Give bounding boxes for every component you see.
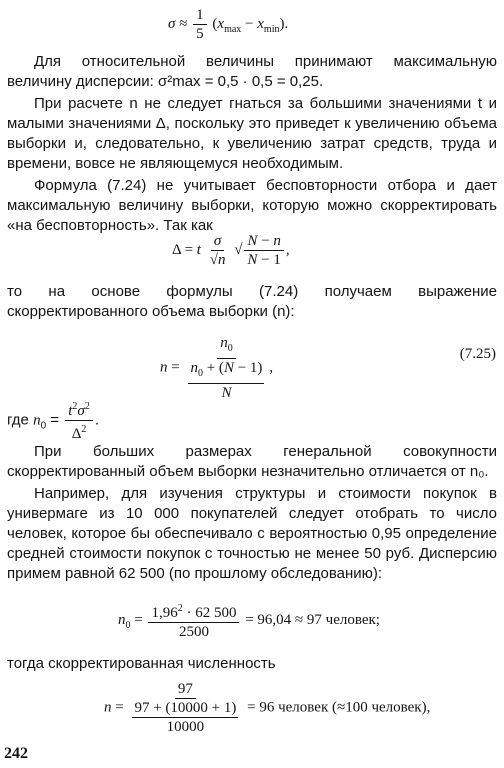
paragraph-n-calculation: При расчете n не следует гнаться за большими значениями t и малыми значениями Δ, поскольку это приведет к увеличению объема выборки и, следовательно, к увеличению затрат средств, труда и времени, вовсе не являющемуся необходимым.	[7, 95, 497, 172]
paragraph-formula-724: Формула (7.24) не учитывает бесповторности отбора и дает максимальную величину выборки, которую можно скорректировать «на бесповторность». Так как	[7, 177, 497, 234]
equation-number: (7.25)	[459, 346, 496, 362]
paragraph-then: тогда скорректированная численность	[7, 655, 276, 672]
n0-result: = 96,04 ≈ 97 человек;	[245, 611, 380, 628]
formula-delta: Δ = t $\frac{\sigma}{√n}$ √ $\frac{N - n}{N - 1}$ ,	[172, 233, 290, 268]
formula-n0-numeric: $n_0$ = $\frac{1,96^2 \cdot 62 500}{2500}$ = 96,04 ≈ 97 человек;	[118, 600, 380, 641]
paragraph-corrected-sample: то на основе формулы (7.24) получаем выражение скорректированного объема выборки (n):	[7, 283, 497, 320]
formula-n0-definition: где $n_0$ = $\frac{t^2\sigma^2}{\Delta^2}$ .	[7, 398, 99, 443]
paragraph-large-population: При больших размерах генеральной совокупности скорректированный объем выборки незначительно отличается от n₀.	[7, 443, 497, 480]
page-number: 242	[4, 745, 28, 762]
paragraph-example: Например, для изучения структуры и стоимости покупок в универмаге из 10 000 покупателей следует отобрать то число человек, которое бы обеспечивало с вероятностью 0,95 определение средней стоимости покупок с точностью не менее 50 руб. Дисперсию примем равной 62 500 (по прошлому обследованию):	[7, 485, 497, 582]
paragraph-dispersion: Для относительной величины принимают максимальную величину дисперсии: σ²max = 0,5 · 0,5 = 0,25.	[7, 53, 497, 90]
where-label: где	[7, 411, 29, 429]
n-result: = 96 человек (≈100 человек),	[247, 699, 431, 716]
formula-7-25: n = $n_0$ $n_0 + (N - 1)$ N ,	[160, 335, 274, 401]
formula-n-numeric: n = 97 97 + (10000 + 1) 10000 = 96 человек (≈100 человек),	[104, 681, 431, 735]
formula-sigma: σ ≈ $\frac{1}{5}$ $(x_{max} - x_{min})$.	[168, 7, 289, 42]
